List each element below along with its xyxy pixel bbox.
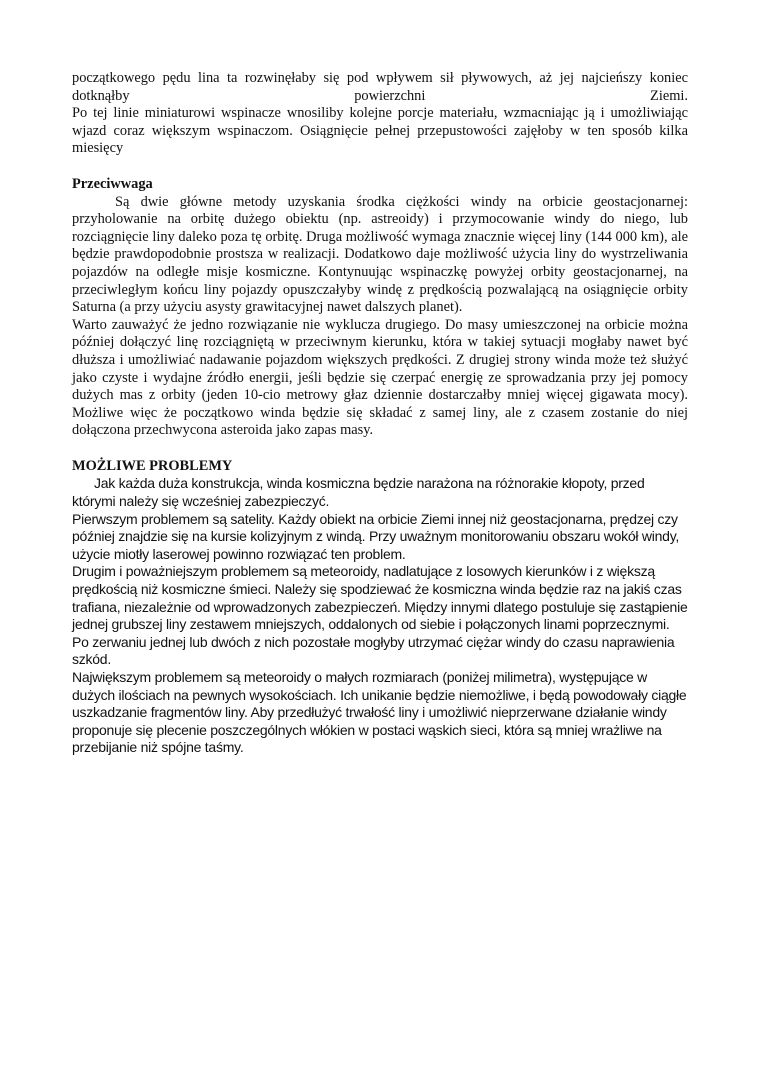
spacer — [72, 440, 688, 458]
paragraph-meteoroids: Drugim i poważniejszym problemem są meteoroidy, nadlatujące z losowych kierunków i z większą prędkością niż kosmiczne śmieci. Należy się spodziewać że kosmiczna winda będzie raz na jakiś czas trafiana, niezależnie od wprowadzonych zabezpieczeń. Między innymi dlatego postuluje się zastąpienie jednej grubszej liny zestawem mniejszych, oddalonych od siebie i połączonych linami poprzecznymi. Po zerwaniu jednej lub dwóch z nich pozostałe mogłyby utrzymać ciężar windy do czasu naprawienia szkód. — [72, 563, 688, 668]
paragraph-miniature-climbers: Po tej linie miniaturowi wspinacze wnosiliby kolejne porcje materiału, wzmacniając ją i umożliwiając wjazd coraz większym wspinaczom. Osiągnięcie pełnej przepustowości zajęłoby w ten sposób kilka miesięcy — [72, 105, 688, 157]
word-ziemi: Ziemi. — [650, 87, 688, 104]
spacer — [72, 158, 688, 176]
paragraph-counterweight-methods: Są dwie główne metody uzyskania środka ciężkości windy na orbicie geostacjonarnej: przyholowanie na orbitę dużego obiektu (np. astreoidy) i przymocowanie windy do niego, lub rozciągnięcie liny daleko poza tę orbitę. Druga możliwość wymaga znacznie więcej liny (144 000 km), ale będzie prawdopodobnie prostsza w realizacji. Dodatkowo daje możliwość użycia liny do wystrzeliwania pojazdów na odległe misje kosmiczne. Kontynuując wspinaczkę powyżej orbity geostacjonarnej, na przeciwległym końcu liny pojazdy opuszczałyby windę z prędkością pozwalającą na osiągnięcie orbity Saturna (a przy użyciu asysty grawitacyjnej nawet dalszych planet). — [72, 193, 688, 316]
paragraph-micrometeoroids: Największym problemem są meteoroidy o małych rozmiarach (poniżej milimetra), występujące w dużych ilościach na pewnych wysokościach. Ich unikanie będzie niemożliwe, i będą powodowały ciągłe uszkadzanie fragmentów liny. Aby przedłużyć trwałość liny i umożliwić nieprzerwane działanie windy proponuje się plecenie poszczególnych włókien w postaci wąskich sieci, która są mniej wrażliwe na przebijanie niż spójne taśmy. — [72, 669, 687, 756]
section-heading-problems: MOŻLIWE PROBLEMY — [72, 457, 233, 474]
word-powierzchni: powierzchni — [354, 87, 426, 104]
section-heading-przeciwwaga: Przeciwwaga — [72, 175, 153, 192]
paragraph-problems-intro: Jak każda duża konstrukcja, winda kosmiczna będzie narażona na różnorakie kłopoty, przed którymi należy się wcześniej zabezpieczyć. — [72, 475, 645, 510]
paragraph-continuation-line2 — [72, 88, 688, 106]
document-page — [72, 70, 688, 757]
word-dotknalby: dotknąłby — [72, 87, 130, 104]
paragraph-satellites: Pierwszym problemem są satelity. Każdy obiekt na orbicie Ziemi innej niż geostacjonarna, prędzej czy później znajdzie się na kursie kolizyjnym z windą. Przy uważnym monitorowaniu obszaru wokół windy, użycie miotły laserowej powinno rozwiązać ten problem. — [72, 510, 680, 562]
paragraph-continuation-line1: początkowego pędu lina ta rozwinęłaby się pod wpływem sił pływowych, aż jej najcieńszy koniec — [72, 70, 688, 86]
paragraph-counterweight-both: Warto zauważyć że jedno rozwiązanie nie wyklucza drugiego. Do masy umieszczonej na orbicie można później dołączyć linę rozciągniętą w przeciwnym kierunku, która w takiej sytuacji mogłaby nawet być dłuższa i umożliwiać nadawanie pojazdom większych prędkości. Z drugiej strony winda może też służyć jako czyste i wydajne źródło energii, jeśli będzie się czerpać energię ze sprowadzania przy jej pomocy dużych mas z orbity (jeden 10-cio metrowy głaz dziennie dostarczałby mniej więcej gigawata mocy). Możliwe więc że początkowo winda będzie się składać z samej liny, ale z czasem zostanie do niej dołączona przechwycona asteroida jako zapas masy. — [72, 316, 688, 439]
